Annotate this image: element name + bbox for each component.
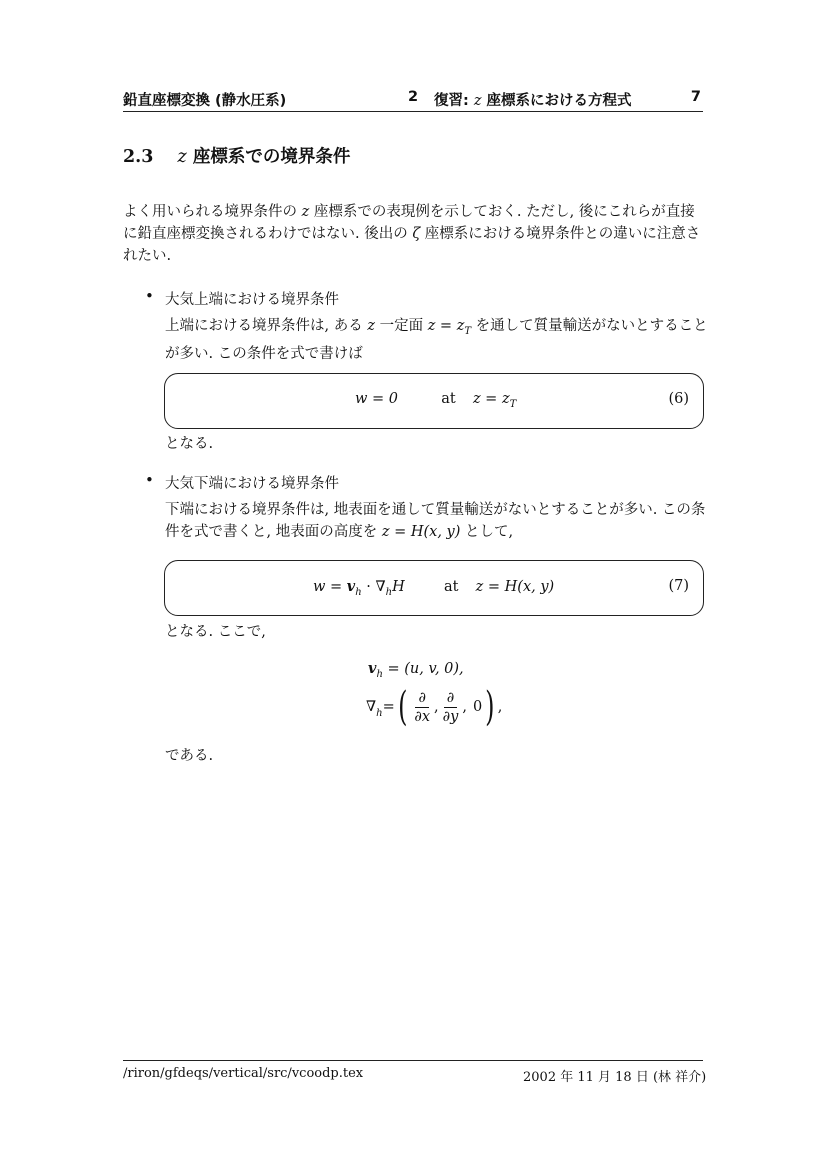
definition-vh: $v_h = (u$, v, 0), bbox=[368, 660, 464, 680]
section-var: z bbox=[177, 147, 187, 167]
left-paren: ( bbox=[397, 684, 408, 730]
running-header bbox=[123, 89, 703, 112]
footer-file-path: /riron/gfdeqs/vertical/src/vcoodp.tex bbox=[123, 1066, 364, 1081]
equation-number-7: (7) bbox=[668, 578, 689, 594]
right-paren: ) bbox=[485, 684, 495, 730]
section-title: 座標系での境界条件 bbox=[186, 147, 351, 167]
equation-box-7 bbox=[164, 560, 704, 616]
definitions-closing: である. bbox=[165, 748, 214, 764]
footer-date-author: 2002 年 11 月 18 日 (林 祥介) bbox=[523, 1070, 707, 1085]
definition-nabla-h: ∇ $_h$ = ( $\frac{\partial}{\partial x}$ , $\frac{\partial}{\partial y}$ , 0 ) , bbox=[366, 684, 503, 730]
equation-number-6: (6) bbox=[668, 391, 689, 407]
bottom-condition-label: 大気下端における境界条件 bbox=[165, 476, 339, 492]
top-condition-after: となる. bbox=[165, 436, 214, 452]
equation-box-6 bbox=[164, 373, 704, 429]
header-section-number: 2 bbox=[408, 89, 419, 105]
section-number: 2.3 bbox=[123, 147, 154, 167]
bullet-icon: • bbox=[145, 287, 154, 305]
fraction-dy: $\frac{\partial}{\partial y}$ bbox=[442, 689, 459, 725]
header-document-title: 鉛直座標変換 (静水圧系) bbox=[123, 93, 287, 109]
top-condition-label: 大気上端における境界条件 bbox=[165, 292, 339, 308]
bottom-condition-after: となる. ここで, bbox=[165, 624, 266, 640]
header-page-number: 7 bbox=[690, 89, 701, 105]
bullet-icon: • bbox=[145, 471, 154, 489]
section-heading bbox=[123, 143, 350, 168]
intro-paragraph: よく用いられる境界条件の z 座標系での表現例を示しておく. ただし, 後にこれらが直接に鉛直座標変換されるわけではない. 後出の ζ 座標系における境界条件との違いに注意されたい. bbox=[123, 204, 701, 264]
bottom-condition-paragraph: 下端における境界条件は, 地表面を通して質量輸送がないとすることが多い. この条件を式で書くと, 地表面の高度を z = H(x, y) として, bbox=[165, 502, 706, 540]
equation-7: $w = v_h \cdot \nabla_hH$ at z = H(x, y) bbox=[313, 578, 555, 598]
fraction-dx: $\frac{\partial}{\partial x}$ bbox=[414, 689, 431, 725]
top-condition-paragraph: 上端における境界条件は, ある z 一定面 $z = z_T$ を通して質量輸送がないとすることが多い. この条件を式で書けば bbox=[165, 318, 708, 362]
footer-rule bbox=[123, 1060, 703, 1061]
equation-6: w = 0 at $z = z_T$ bbox=[355, 391, 517, 410]
header-section-title: 復習: z 座標系における方程式 bbox=[434, 93, 632, 109]
